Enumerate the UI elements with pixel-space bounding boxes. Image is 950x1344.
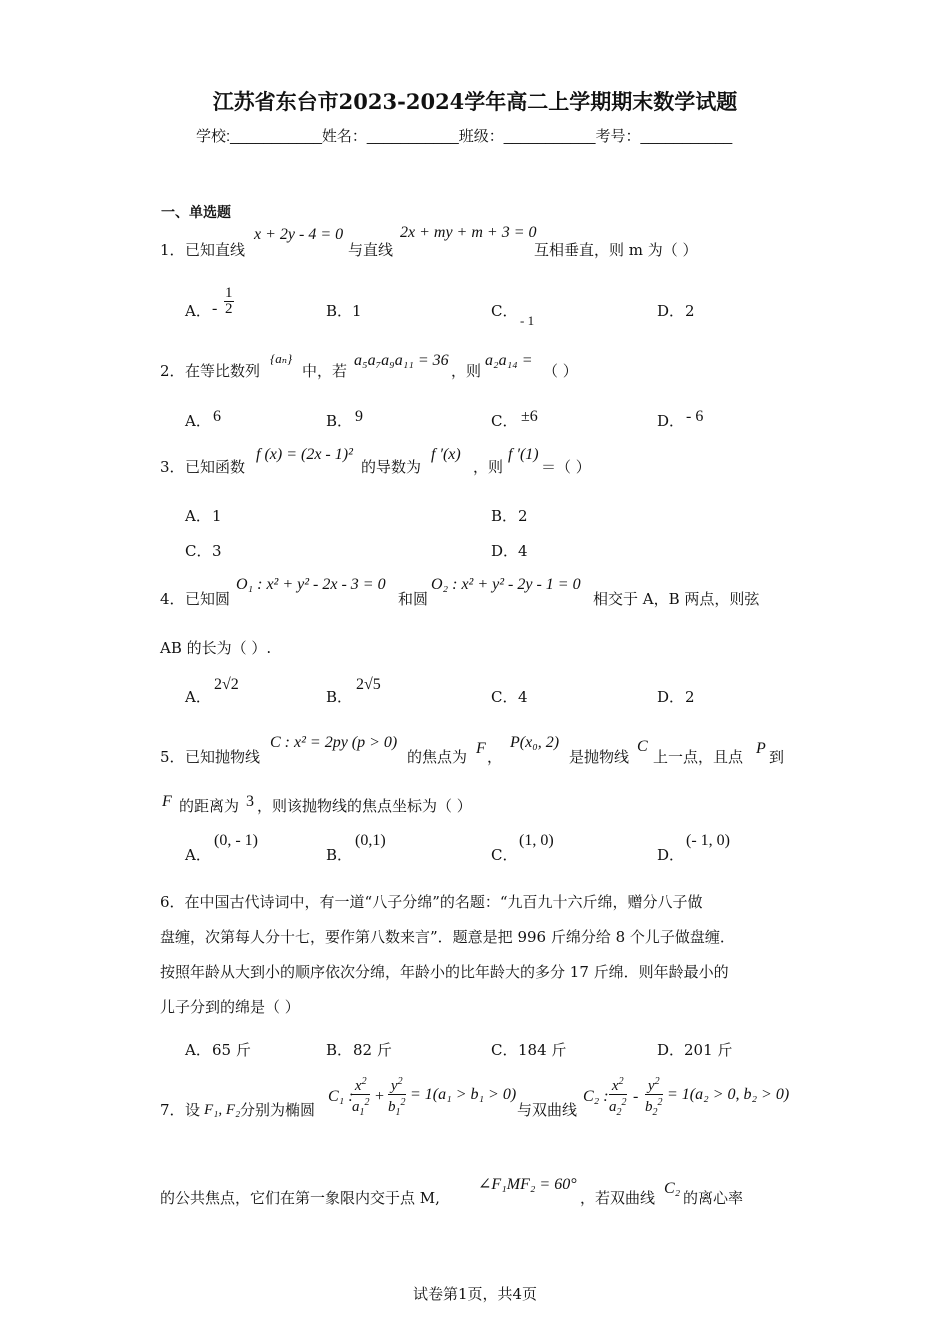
q4-text-post: 相交于 A，B 两点，则弦 [593, 590, 760, 608]
q1-number: 1． [160, 241, 185, 259]
q4-text-mid: 和圆 [398, 590, 429, 608]
q7-text-mid: 分别为椭圆 [240, 1101, 316, 1119]
q7-ellipse-term2-num: $y^2$ [388, 1074, 406, 1095]
q3-option-c-label[interactable]: C． [185, 542, 212, 560]
q6-option-b-value: 82 斤 [353, 1041, 392, 1059]
q4-option-d-label[interactable]: D． [657, 688, 685, 706]
q5-p-symbol: P [756, 740, 766, 757]
q7-foci: F₁, F₂ [204, 1102, 241, 1118]
q7-hyperbola-term2-den: $b_2^2$ [645, 1097, 663, 1118]
q1-text-mid: 与直线 [348, 241, 394, 259]
q5-option-b-value: (0,1) [355, 832, 386, 849]
q4-option-a-label[interactable]: A． [185, 688, 211, 706]
q4-number: 4． [160, 590, 185, 608]
student-info-line: 学校:___________姓名：___________班级：___________考号：___________ [196, 128, 733, 145]
q1-line1-equation: x + 2y - 4 = 0 [254, 226, 344, 243]
q1-text-pre: 已知直线 [185, 241, 246, 259]
q5-option-c-label[interactable]: C． [491, 846, 518, 864]
q3-option-d-label[interactable]: D． [491, 542, 519, 560]
q6-line-4: 儿子分到的绵是（ ） [160, 998, 300, 1016]
q7-ellipse-term1-num: $x^2$ [352, 1074, 370, 1095]
q7-hyperbola-term2-num: $y^2$ [645, 1074, 663, 1095]
q6-option-a-value: 65 斤 [212, 1041, 251, 1059]
q3-text-mid: 的导数为 [361, 458, 422, 476]
q5-option-d-label[interactable]: D． [657, 846, 685, 864]
q7-ellipse-term2-den: $b_1^2$ [388, 1097, 406, 1118]
q2-text-mid2: ，则 [451, 362, 482, 380]
q7-hyperbola-name: C₂ : [583, 1088, 609, 1105]
q3-option-a-label[interactable]: A． [185, 507, 211, 525]
q1-option-a-label[interactable]: A． [185, 302, 211, 320]
section-title: 一、单选题 [161, 205, 231, 221]
q7-hyperbola-term2 [645, 1074, 663, 1120]
q4-option-b-value: 2√5 [356, 676, 381, 693]
q1-option-a-numerator: 1 [225, 285, 233, 301]
q7-angle: ∠F₁MF₂ = 60° [478, 1176, 577, 1193]
q6-line-3: 按照年龄从大到小的顺序依次分绵，年龄小的比年龄大的多分 17 斤绵．则年龄最小的 [160, 963, 729, 981]
q7-ellipse-term2 [388, 1074, 406, 1120]
q7-line2-pre: 的公共焦点，它们在第一象限内交于点 M, [160, 1189, 440, 1207]
q3-text-post: ＝（ ） [541, 458, 591, 476]
q5-number: 5． [160, 748, 185, 766]
q2-number: 2． [160, 362, 185, 380]
q3-option-b-value: 2 [518, 507, 528, 525]
q6-option-a-label[interactable]: A． [185, 1041, 211, 1059]
q7-line2-post: 的离心率 [683, 1189, 744, 1207]
q2-option-a-value: 6 [213, 408, 221, 425]
q5-option-b-label[interactable]: B． [326, 846, 353, 864]
q7-ellipse-name: C₁ : [328, 1088, 354, 1105]
q2-option-d-value: - 6 [686, 408, 704, 425]
q5-text-to: 到 [769, 748, 785, 766]
q5-option-d-value: (- 1, 0) [686, 832, 730, 849]
q2-option-c-value: ±6 [521, 408, 538, 425]
q4-text-line2: AB 的长为（ ）. [160, 639, 272, 657]
q5-text-mid2: 是抛物线 [569, 748, 630, 766]
q2-option-c-label[interactable]: C． [491, 412, 518, 430]
q3-number: 3． [160, 458, 185, 476]
q2-condition: a₅a₇a₉a₁₁ = 36 [354, 352, 449, 369]
q3-derivative: f ′(x) [431, 446, 461, 463]
q5-option-a-label[interactable]: A． [185, 846, 211, 864]
q7-hyperbola-term1 [609, 1074, 627, 1120]
q6-line-1: 6．在中国古代诗词中，有一道“八子分绵”的名题：“九百九十六斤绵，赠分八子做 [160, 893, 703, 911]
q6-option-d-label[interactable]: D． [657, 1041, 685, 1059]
q5-option-a-value: (0, - 1) [214, 832, 258, 849]
q2-option-b-label[interactable]: B． [326, 412, 353, 430]
q2-option-d-label[interactable]: D． [657, 412, 685, 430]
q3-text-pre: 已知函数 [185, 458, 246, 476]
q2-target: a₂a₁₄ = [485, 352, 533, 369]
q4-option-c-value: 4 [518, 688, 528, 706]
q1-option-c-label[interactable]: C． [491, 302, 518, 320]
q5-focus-symbol: F [476, 740, 486, 757]
q7-text-mid2: 与双曲线 [517, 1101, 578, 1119]
q4-option-b-label[interactable]: B． [326, 688, 353, 706]
q7-ellipse-term1 [352, 1074, 370, 1120]
q5-line2-text: 的距离为 [179, 797, 240, 815]
q2-option-a-label[interactable]: A． [185, 412, 211, 430]
q5-parabola-equation: C : x² = 2py (p > 0) [270, 734, 398, 751]
q2-text-mid: 中，若 [302, 362, 348, 380]
q1-option-b-label[interactable]: B． [326, 302, 353, 320]
q5-line2-post: ，则该抛物线的焦点坐标为（ ） [257, 797, 472, 815]
q7-hyperbola-term1-num: $x^2$ [609, 1074, 627, 1095]
q7-hyperbola-ref: C₂ [664, 1180, 681, 1197]
q7-ellipse-rest: = 1(a₁ > b₁ > 0) [410, 1086, 517, 1103]
q6-line-2: 盘缠，次第每人分十七，要作第八数来言”．题意是把 996 斤绵分给 8 个儿子做盘缠． [160, 928, 735, 946]
q5-comma: ， [487, 748, 503, 766]
q3-option-a-value: 1 [212, 507, 222, 525]
q4-option-d-value: 2 [685, 688, 695, 706]
q1-option-a-sign: - [212, 300, 218, 317]
q3-option-d-value: 4 [518, 542, 528, 560]
q1-text-post: 互相垂直，则 m 为（ ） [534, 241, 698, 259]
q7-number: 7． [160, 1101, 185, 1119]
q5-text-mid3: 上一点，且点 [653, 748, 744, 766]
q5-curve-symbol: C [637, 738, 648, 755]
q3-function: f (x) = (2x - 1)² [256, 446, 353, 463]
q1-option-b-value: 1 [352, 302, 362, 320]
q6-option-c-label[interactable]: C． [491, 1041, 518, 1059]
q3-option-c-value: 3 [212, 542, 222, 560]
q2-text-pre: 在等比数列 [185, 362, 261, 380]
page-title: 江苏省东台市2023-2024学年高二上学期期末数学试题 [212, 89, 738, 114]
q1-option-a-denominator: 2 [225, 301, 233, 317]
q4-option-c-label[interactable]: C． [491, 688, 518, 706]
q7-ellipse-plus: + [375, 1088, 385, 1105]
q4-circle2-equation: O₂ : x² + y² - 2y - 1 = 0 [431, 576, 581, 593]
page-footer: 试卷第1页，共4页 [412, 1285, 538, 1303]
q4-option-a-value: 2√2 [214, 676, 239, 693]
q5-text-pre: 已知抛物线 [185, 748, 261, 766]
q7-line2-mid: ，若双曲线 [580, 1189, 656, 1207]
q4-text-pre: 已知圆 [185, 590, 231, 608]
q1-option-d-value: 2 [685, 302, 695, 320]
q5-distance: 3 [246, 793, 254, 810]
q2-sequence: {aₙ} [270, 351, 293, 366]
q5-option-c-value: (1, 0) [519, 832, 554, 849]
q5-line2-f-symbol: F [162, 793, 172, 810]
q2-text-post: （ ） [543, 362, 578, 380]
q1-option-d-label[interactable]: D． [657, 302, 685, 320]
q1-option-a-fraction [224, 286, 234, 317]
q1-line2-equation: 2x + my + m + 3 = 0 [400, 224, 537, 241]
q5-point: P(x₀, 2) [510, 734, 560, 751]
q6-option-d-value: 201 斤 [684, 1041, 733, 1059]
q7-hyperbola-minus: - [633, 1088, 639, 1105]
q7-hyperbola-term1-den: $a_2^2$ [609, 1097, 627, 1118]
q3-target: f ′(1) [508, 446, 539, 463]
q3-text-mid2: ，则 [473, 458, 504, 476]
q4-circle1-equation: O₁ : x² + y² - 2x - 3 = 0 [236, 576, 386, 593]
q2-option-b-value: 9 [355, 408, 363, 425]
q7-ellipse-term1-den: $a_1^2$ [352, 1097, 370, 1118]
q7-text-pre: 设 [185, 1101, 201, 1119]
q6-option-c-value: 184 斤 [518, 1041, 567, 1059]
q1-option-c-value: - 1 [520, 313, 535, 328]
q5-text-mid: 的焦点为 [407, 748, 468, 766]
q3-option-b-label[interactable]: B． [491, 507, 518, 525]
q7-hyperbola-rest: = 1(a₂ > 0, b₂ > 0) [667, 1086, 790, 1103]
q6-option-b-label[interactable]: B． [326, 1041, 353, 1059]
